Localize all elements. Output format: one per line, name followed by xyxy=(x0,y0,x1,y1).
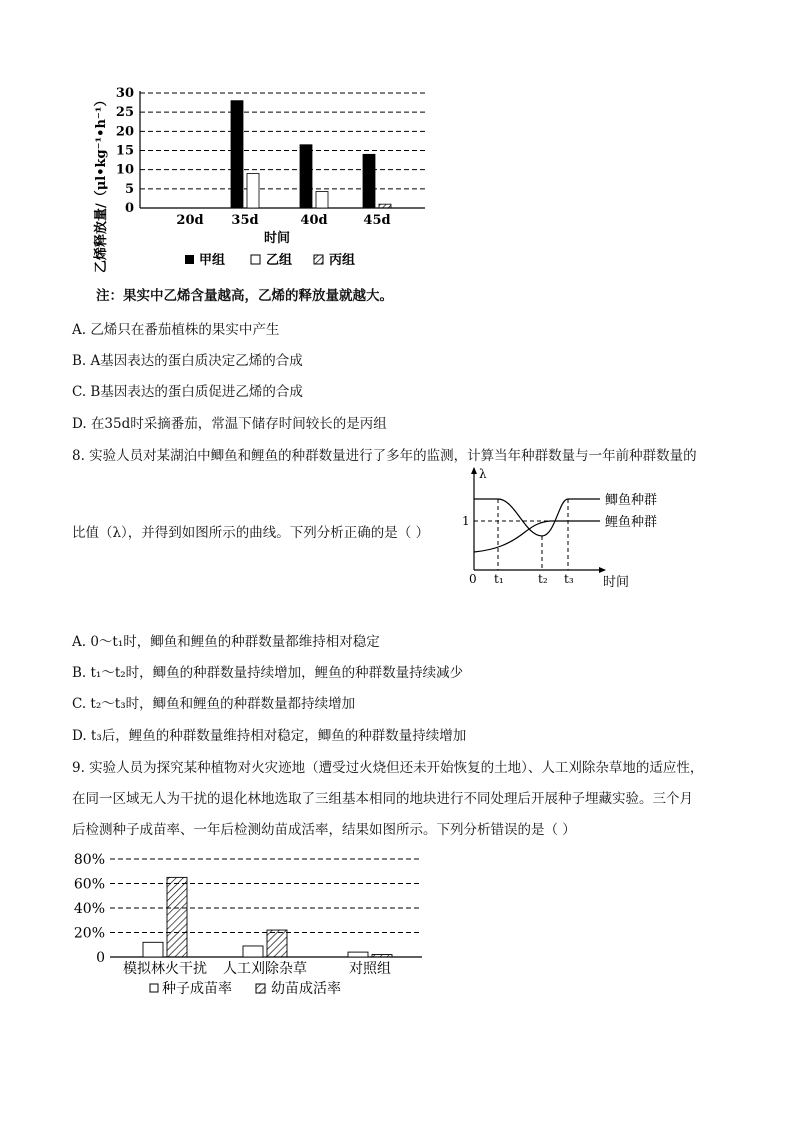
q9-stem-line1: 9. 实验人员为探究某种植物对火灾迹地（遭受过火烧但还未开始恢复的土地）、人工刈除杂草地的适应性， xyxy=(72,760,704,776)
legend-swatch-yi xyxy=(251,255,260,264)
chart1-xtick: 35d xyxy=(231,213,259,228)
legend-swatch-seed xyxy=(150,984,158,992)
chart1-ytick: 5 xyxy=(124,181,134,197)
chart3-bar-1 xyxy=(267,930,287,957)
chart2-ref-label: 1 xyxy=(462,514,470,528)
legend-swatch-bing xyxy=(314,255,323,264)
chart3-bar-0 xyxy=(143,942,163,957)
chart3-bar-0 xyxy=(243,946,263,957)
chart2-xlabel: 时间 xyxy=(603,575,630,590)
legend-jia: 甲组 xyxy=(199,253,226,268)
q9-stem-line2: 在同一区域无人为干扰的退化林地选取了三组基本相同的地块进行不同处理后开展种子埋藏实验。三个月 xyxy=(72,791,693,807)
chart2-x-arrow xyxy=(599,567,606,573)
q7-option-b: B. A基因表达的蛋白质决定乙烯的合成 xyxy=(72,353,303,369)
chart3-bar-1 xyxy=(167,877,187,957)
legend-bing: 丙组 xyxy=(329,253,356,268)
legend-swatch-seedling xyxy=(256,984,265,993)
q7-option-d: D. 在35d时采摘番茄，常温下储存时间较长的是丙组 xyxy=(72,416,387,432)
ethylene-bar-chart xyxy=(85,58,445,273)
seedling-bar-chart xyxy=(60,845,440,1005)
chart3-ytick: 60% xyxy=(73,876,105,893)
q7-option-c: C. B基因表达的蛋白质促进乙烯的合成 xyxy=(72,384,303,400)
chart2-ylabel: λ xyxy=(479,467,487,481)
q9-stem-line3: 后检测种子成苗率、一年后检测幼苗成活率，结果如图所示。下列分析错误的是（ ） xyxy=(72,822,576,838)
chart1-bar-0 xyxy=(363,154,375,208)
chart1-xlabel: 时间 xyxy=(263,231,291,246)
q8-stem-line2: 比值（λ），并得到如图所示的曲线。下列分析正确的是（ ） xyxy=(72,525,430,541)
chart1-ytick: 20 xyxy=(115,124,134,140)
chart2-origin: 0 xyxy=(469,572,477,586)
legend-seed: 种子成苗率 xyxy=(162,981,232,997)
chart1-xtick: 20d xyxy=(176,213,204,228)
chart2-xtick: t₁ xyxy=(494,572,504,586)
legend-carp: 鲤鱼种群 xyxy=(605,515,658,530)
legend-yi: 乙组 xyxy=(266,253,293,268)
chart3-ytick: 40% xyxy=(73,901,105,917)
chart1-bar-0 xyxy=(300,145,312,208)
chart3-xtick: 人工刈除杂草 xyxy=(223,961,307,977)
chart1-xtick: 40d xyxy=(300,213,328,228)
q8-stem-line1: 8. 实验人员对某湖泊中鲫鱼和鲤鱼的种群数量进行了多年的监测，计算当年种群数量与一年前种群数量的 xyxy=(72,448,697,464)
chart3-ytick: 0 xyxy=(96,950,105,966)
chart3-bar-0 xyxy=(348,952,368,957)
chart1-ytick: 30 xyxy=(115,86,134,101)
common-carp-curve xyxy=(474,521,600,552)
chart1-bar-1 xyxy=(316,192,328,208)
chart3-ytick: 20% xyxy=(73,925,105,942)
q8-option-a: A. 0～t₁时，鲫鱼和鲤鱼的种群数量都维持相对稳定 xyxy=(72,634,380,650)
q8-option-b: B. t₁～t₂时，鲫鱼的种群数量持续增加，鲤鱼的种群数量持续减少 xyxy=(72,665,464,681)
chart1-ytick: 0 xyxy=(124,201,134,216)
chart2-xtick: t₃ xyxy=(564,572,574,586)
legend-seedling: 幼苗成活率 xyxy=(271,981,341,997)
chart2-xtick: t₂ xyxy=(538,572,548,586)
chart1-bar-1 xyxy=(247,174,259,209)
chart1-ytick: 15 xyxy=(115,143,134,159)
chart3-ytick: 80% xyxy=(73,852,105,868)
chart3-xtick: 对照组 xyxy=(349,961,391,977)
chart1-note: 注：果实中乙烯含量越高，乙烯的释放量就越大。 xyxy=(96,288,393,304)
chart1-ytick: 25 xyxy=(115,105,134,121)
chart1-xtick: 45d xyxy=(363,213,391,228)
q7-option-a: A. 乙烯只在番茄植株的果实中产生 xyxy=(72,322,280,338)
chart3-xtick: 模拟林火干扰 xyxy=(123,961,207,977)
crucian-carp-curve xyxy=(474,499,600,536)
chart3-bar-1 xyxy=(372,955,392,957)
chart1-ylabel: 乙烯释放量/（μl•kg⁻¹•h⁻¹） xyxy=(94,93,109,273)
legend-swatch-jia xyxy=(185,255,194,264)
chart1-ytick: 10 xyxy=(115,162,134,178)
legend-crucian: 鲫鱼种群 xyxy=(605,493,658,508)
q8-option-d: D. t₃后，鲤鱼的种群数量维持相对稳定，鲫鱼的种群数量持续增加 xyxy=(72,728,467,744)
chart1-bar-2 xyxy=(379,204,391,208)
chart1-bar-0 xyxy=(231,101,243,208)
lambda-line-chart xyxy=(455,466,675,591)
chart2-y-arrow xyxy=(471,467,477,474)
q8-option-c: C. t₂～t₃时，鲫鱼和鲤鱼的种群数量都持续增加 xyxy=(72,696,356,712)
